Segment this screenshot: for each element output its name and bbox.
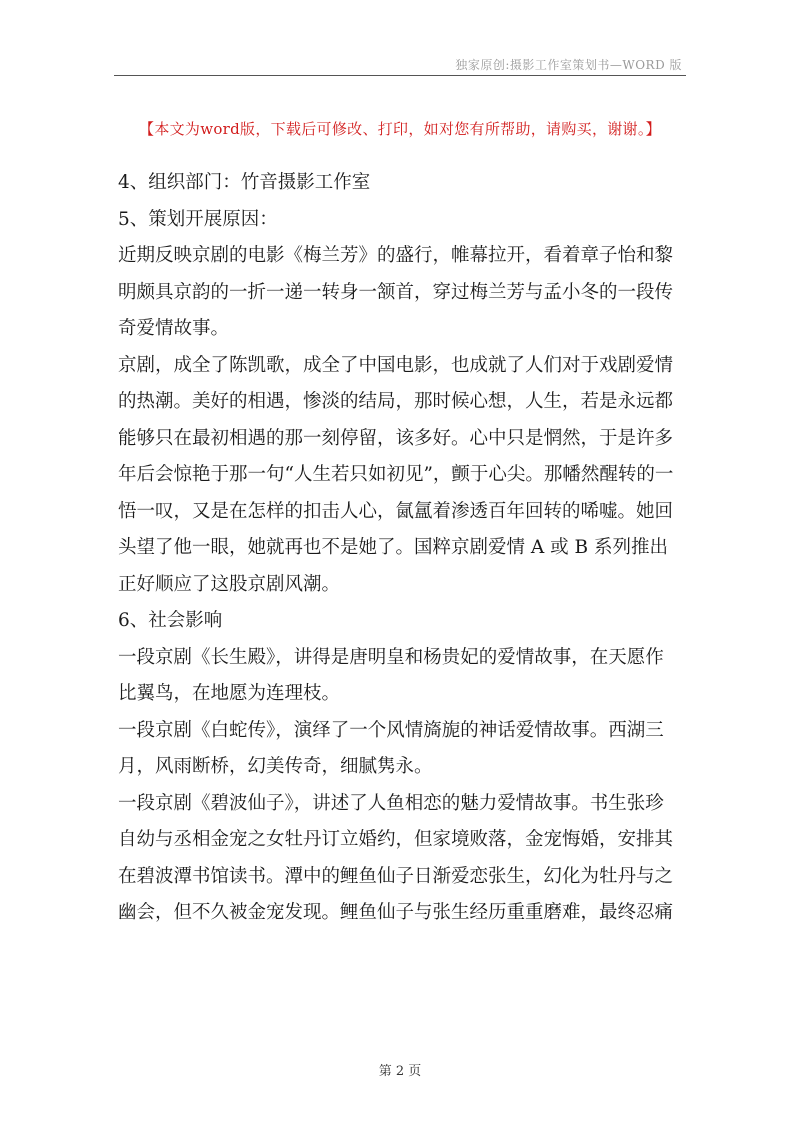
section-organizer: 4、组织部门：竹音摄影工作室 [118, 172, 371, 193]
paragraph-white-snake: 一段京剧《白蛇传》，演绎了一个风情旖旎的神话爱情故事。西湖三月，风雨断桥，幻美传奇，细腻隽永。 [118, 719, 664, 777]
section-reason-heading: 5、策划开展原因： [118, 208, 278, 230]
section-social-impact-heading: 6、社会影响 [118, 610, 223, 631]
header-title: 独家原创:摄影工作室策划书—WORD 版 [455, 58, 682, 72]
header-divider [114, 75, 686, 76]
download-notice: 【本文为word版，下载后可修改、打印，如对您有所帮助，请购买，谢谢。】 [139, 120, 661, 138]
paragraph-mei-lanfang: 近期反映京剧的电影《梅兰芳》的盛行，帷幕拉开，看着章子怡和黎明颇具京韵的一折一递一转身一颔首，穿过梅兰芳与孟小冬的一段传奇爱情故事。 [118, 245, 674, 339]
paragraph-bibo-fairy: 一段京剧《碧波仙子》，讲述了人鱼相恋的魅力爱情故事。书生张珍自幼与丞相金宠之女牡丹订立婚约，但家境败落，金宠悔婚，安排其在碧波潭书馆读书。潭中的鲤鱼仙子日渐爱恋张生，幻化为牡丹与之幽会，但不久被金宠发现。鲤鱼仙子与张生经历重重磨难，最终忍痛 [118, 792, 674, 923]
paragraph-peking-opera: 京剧，成全了陈凯歌，成全了中国电影，也成就了人们对于戏剧爱情的热潮。美好的相遇，惨淡的结局，那时候心想，人生，若是永远都能够只在最初相遇的那一刻停留，该多好。心中只是惘然，于是许多年后会惊艳于那一句“人生若只如初见”，颤于心尖。那幡然醒转的一悟一叹，又是在怎样的扣击人心，氤氲着渗透百年回转的唏嘘。她回头望了他一眼，她就再也不是她了。国粹京剧爱情 A 或 B 系列推出正好顺应了这股京剧风潮。 [118, 354, 674, 595]
page-number: 第 2 页 [378, 1064, 422, 1079]
paragraph-changsheng-palace: 一段京剧《长生殿》，讲得是唐明皇和杨贵妃的爱情故事，在天愿作比翼鸟，在地愿为连理枝。 [118, 646, 664, 704]
document-body [118, 165, 680, 932]
